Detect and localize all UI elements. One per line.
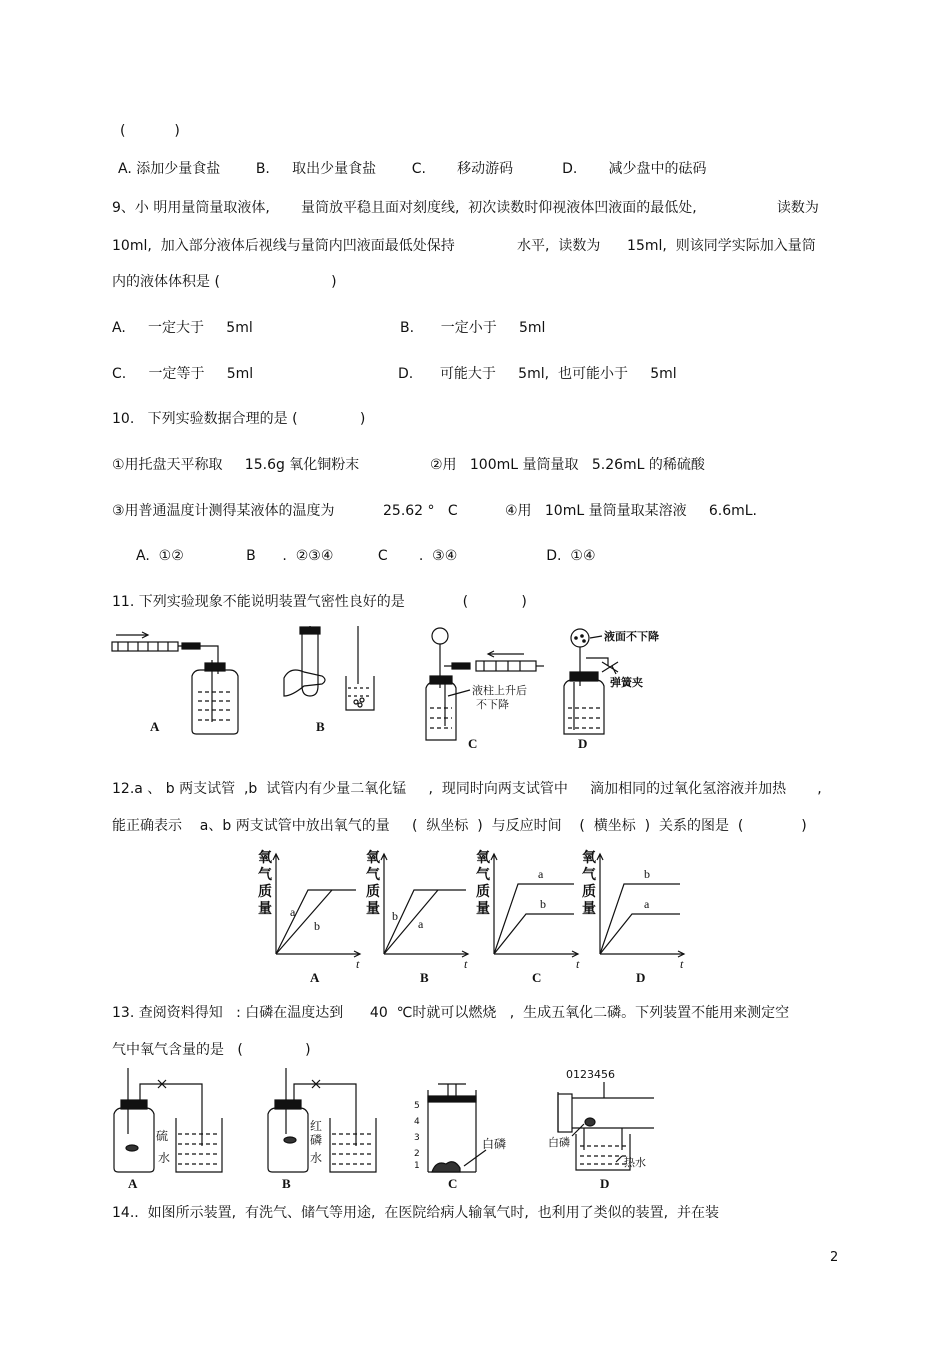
svg-text:氧: 氧 — [258, 851, 272, 866]
fig13-b-phosphorus: 磷 — [310, 1133, 323, 1147]
fig13-a-sulfur: 硫 — [156, 1129, 169, 1143]
q9-option-b: B. 一定小于 5ml — [400, 320, 546, 336]
fig11-label-c: C — [468, 736, 478, 751]
q13-stem-line1: 13. 查阅资料得知 : 白磷在温度达到 40 ℃时就可以燃烧 , 生成五氧化二磷。下列装置不能用来测定空 — [112, 1005, 790, 1021]
svg-text:量: 量 — [258, 902, 272, 917]
svg-text:5: 5 — [414, 1101, 420, 1111]
q12-stem-line2: 能正确表示 a、b 两支试管中放出氧气的量 ( 纵坐标 ) 与反应时间 ( 横坐标 ) 关系的图是 ( ) — [112, 818, 807, 834]
q9-option-a: A. 一定大于 5ml — [112, 320, 253, 336]
fig13-a-water: 水 — [158, 1151, 171, 1165]
graph-b — [366, 849, 468, 985]
q10-options: A. ①② B . ②③④ C . ③④ D. ①④ — [136, 548, 596, 564]
fig13-label-c: C — [448, 1176, 458, 1191]
fig11-c-note-2: 不下降 — [476, 698, 509, 711]
fig11-d-note-2: 弹簧夹 — [610, 676, 643, 689]
fig11-label-d: D — [578, 736, 588, 751]
svg-text:气: 气 — [476, 868, 490, 883]
q13-stem-line2: 气中氧气含量的是 ( ) — [112, 1042, 311, 1058]
svg-text:氧: 氧 — [476, 851, 490, 866]
q9-stem-line2: 10ml, 加入部分液体后视线与量筒内凹液面最低处保持 水平, 读数为 15ml, 则该同学实际加入量筒 — [112, 238, 816, 254]
svg-text:1: 1 — [414, 1161, 420, 1171]
q10-item-1: ①用托盘天平称取 15.6g 氧化铜粉末 — [112, 457, 360, 473]
q11-stem: 11. 下列实验现象不能说明装置气密性良好的是 ( ) — [112, 594, 527, 610]
svg-text:气: 气 — [258, 868, 272, 883]
q14-stem: 14.. 如图所示装置, 有洗气、储气等用途, 在医院给病人输氧气时, 也利用了类似的装置, 并在装 — [112, 1205, 720, 1221]
svg-text:a: a — [290, 905, 296, 919]
svg-text:量: 量 — [476, 902, 490, 917]
q8-options: A. 添加少量食盐 B. 取出少量食盐 C. 移动游码 D. 减少盘中的砝码 — [118, 161, 707, 177]
svg-text:B: B — [420, 970, 429, 985]
svg-text:氧: 氧 — [366, 851, 380, 866]
svg-text:t: t — [576, 957, 580, 971]
graph-a — [258, 849, 360, 985]
svg-text:气: 气 — [582, 868, 596, 883]
svg-text:A: A — [310, 970, 320, 985]
svg-text:气: 气 — [366, 868, 380, 883]
fig13-b-water: 水 — [310, 1151, 323, 1165]
q10-item-3-value: 25.62 ° C — [383, 503, 458, 519]
q9-stem-line1: 9、小 明用量筒量取液体, 量筒放平稳且面对刻度线, 初次读数时仰视液体凹液面的最低处, 读数为 — [112, 200, 819, 216]
svg-text:b: b — [644, 867, 650, 881]
svg-text:质: 质 — [366, 885, 380, 900]
fig11-label-b: B — [316, 719, 325, 734]
q11-apparatus-figure — [108, 626, 688, 756]
q9-stem-line3: 内的液体体积是 ( ) — [112, 274, 337, 290]
svg-text:C: C — [532, 970, 542, 985]
fig13-label-a: A — [128, 1176, 138, 1191]
graph-d — [582, 849, 684, 985]
q12-stem-line1: 12.a 、 b 两支试管 ,b 试管内有少量二氧化锰 , 现同时向两支试管中 滴加相同的过氧化氢溶液并加热 , — [112, 781, 822, 797]
fig13-label-b: B — [282, 1176, 291, 1191]
svg-text:b: b — [314, 919, 320, 933]
apparatus-d — [558, 1068, 654, 1170]
svg-text:质: 质 — [258, 885, 272, 900]
svg-text:质: 质 — [476, 885, 490, 900]
fig11-d-note-1: 液面不下降 — [604, 630, 659, 643]
apparatus-a — [112, 632, 238, 734]
fig13-c-white-phosphorus: 白磷 — [482, 1137, 507, 1151]
svg-text:a: a — [644, 897, 650, 911]
svg-text:t: t — [356, 957, 360, 971]
fig11-label-a: A — [150, 719, 160, 734]
svg-text:b: b — [540, 897, 546, 911]
svg-text:量: 量 — [366, 902, 380, 917]
q9-option-d: D. 可能大于 5ml, 也可能小于 5ml — [398, 366, 677, 382]
q12-graphs-figure — [252, 846, 692, 986]
apparatus-c — [414, 1084, 486, 1172]
svg-text:质: 质 — [582, 885, 596, 900]
svg-text:a: a — [538, 867, 544, 881]
svg-text:3: 3 — [414, 1133, 420, 1143]
q9-option-c: C. 一定等于 5ml — [112, 366, 254, 382]
svg-text:0123456: 0123456 — [566, 1068, 615, 1081]
q10-item-2: ②用 100mL 量筒量取 5.26mL 的稀硫酸 — [430, 457, 705, 473]
svg-text:a: a — [418, 917, 424, 931]
q10-item-3: ③用普通温度计测得某液体的温度为 — [112, 503, 335, 519]
fig11-c-note-1: 液柱上升后 — [472, 684, 527, 697]
svg-text:4: 4 — [414, 1117, 420, 1127]
apparatus-b — [284, 626, 374, 710]
svg-text:b: b — [392, 909, 398, 923]
q10-item-4: ④用 10mL 量筒量取某溶液 6.6mL. — [505, 503, 758, 519]
page-number: 2 — [830, 1250, 839, 1265]
fig13-label-d: D — [600, 1176, 610, 1191]
answer-blank-paren: ( ) — [120, 123, 180, 139]
q13-apparatus-figure — [106, 1068, 666, 1196]
fig13-b-red: 红 — [310, 1119, 323, 1133]
q10-stem: 10. 下列实验数据合理的是 ( ) — [112, 411, 366, 427]
fig13-d-white-phosphorus: 白磷 — [548, 1136, 570, 1149]
svg-text:t: t — [680, 957, 684, 971]
svg-text:氧: 氧 — [582, 851, 596, 866]
fig13-d-hot-water: 热水 — [624, 1156, 646, 1169]
graph-c — [476, 849, 580, 985]
svg-text:t: t — [464, 957, 468, 971]
svg-text:2: 2 — [414, 1149, 420, 1159]
svg-text:D: D — [636, 970, 646, 985]
svg-text:量: 量 — [582, 902, 596, 917]
